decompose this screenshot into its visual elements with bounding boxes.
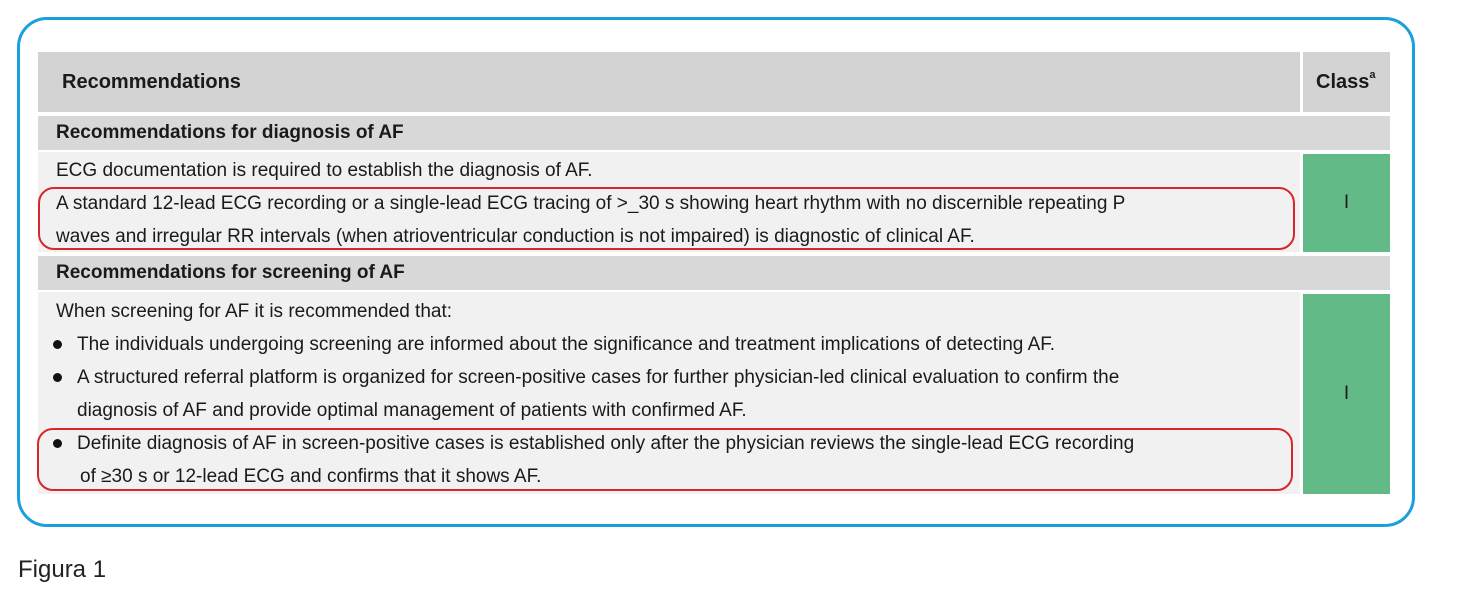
bullet-dot-2 bbox=[53, 373, 62, 382]
diagnosis-line-1: ECG documentation is required to establish the diagnosis of AF. bbox=[56, 160, 593, 181]
screening-bullet-1-line-1: The individuals undergoing screening are informed about the significance and treatment implications of detecting AF. bbox=[77, 334, 1056, 355]
screening-bullet-2-line-2: diagnosis of AF and provide optimal management of patients with confirmed AF. bbox=[77, 400, 747, 421]
class-cell-screening bbox=[1303, 294, 1390, 494]
highlight-box-diagnosis bbox=[38, 187, 1295, 250]
class-value-diagnosis: I bbox=[1343, 192, 1350, 213]
header-recommendations: Recommendations bbox=[62, 71, 241, 93]
screening-bullet-3-line-1: Definite diagnosis of AF in screen-positive cases is established only after the physician reviews the single-lead ECG recording bbox=[77, 433, 1135, 454]
screening-intro: When screening for AF it is recommended that: bbox=[56, 301, 453, 322]
class-value-screening: I bbox=[1343, 383, 1350, 404]
figure-caption: Figura 1 bbox=[18, 556, 107, 583]
header-class-label: Class bbox=[1316, 71, 1370, 93]
section-title-screening bbox=[38, 256, 1390, 290]
screening-bullet-3-line-2: of ≥30 s or 12-lead ECG and confirms that it shows AF. bbox=[80, 466, 542, 487]
highlight-box-screening bbox=[37, 428, 1293, 491]
header-class-cell bbox=[1303, 52, 1390, 112]
diagnosis-line-2: A standard 12-lead ECG recording or a single-lead ECG tracing of >_30 s showing heart rhythm with no discernible repeating P bbox=[56, 193, 1126, 214]
header-class-superscript: a bbox=[1369, 69, 1376, 82]
diagnosis-line-3: waves and irregular RR intervals (when atrioventricular conduction is not impaired) is diagnostic of clinical AF. bbox=[56, 226, 975, 247]
section-title-screening-text: Recommendations for screening of AF bbox=[56, 262, 405, 283]
header-recommendations-cell bbox=[38, 52, 1300, 112]
header-class bbox=[1316, 71, 1376, 94]
section-title-diagnosis-text: Recommendations for diagnosis of AF bbox=[56, 122, 404, 143]
section-title-diagnosis bbox=[38, 116, 1390, 150]
screening-bullet-2-line-1: A structured referral platform is organized for screen-positive cases for further physician-led clinical evaluation to confirm the bbox=[77, 367, 1120, 388]
class-cell-diagnosis bbox=[1303, 154, 1390, 252]
bullet-dot-1 bbox=[53, 340, 62, 349]
